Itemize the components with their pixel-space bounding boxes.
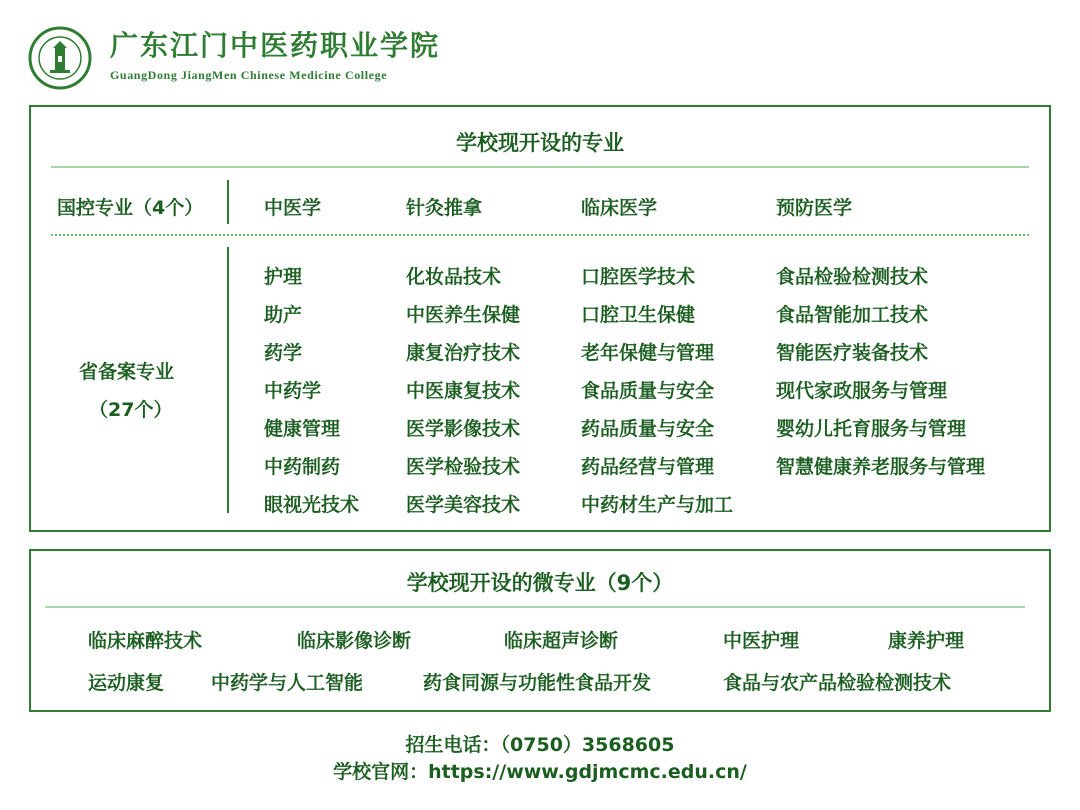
title-divider (51, 166, 1029, 168)
provincial-major: 食品质量与安全 (581, 380, 715, 402)
provincial-major: 眼视光技术 (264, 494, 360, 516)
micro-major: 临床影像诊断 (297, 630, 412, 652)
micro-title-divider (45, 606, 1025, 608)
provincial-major: 康复治疗技术 (406, 342, 521, 364)
provincial-major: 食品检验检测技术 (776, 266, 929, 288)
provincial-major: 医学美容技术 (406, 494, 521, 516)
college-seal-logo (28, 26, 92, 90)
row-divider (51, 234, 1029, 236)
provincial-major: 中医康复技术 (406, 380, 521, 402)
national-major: 针灸推拿 (406, 197, 483, 219)
national-majors-label: 国控专业（4个） (57, 197, 204, 219)
national-major: 预防医学 (776, 197, 853, 219)
school-name-english: GuangDong JiangMen Chinese Medicine College (110, 68, 388, 82)
national-divider (227, 180, 229, 224)
school-name-chinese: 广东江门中医药职业学院 (110, 29, 441, 62)
micro-major: 药食同源与功能性食品开发 (423, 672, 652, 694)
admission-phone: 招生电话：（0750）3568605 (405, 734, 675, 756)
provincial-major: 中医养生保健 (406, 304, 521, 326)
provincial-major: 智慧健康养老服务与管理 (776, 456, 986, 478)
provincial-major: 口腔医学技术 (581, 266, 696, 288)
national-major: 中医学 (264, 197, 322, 219)
provincial-major: 婴幼儿托育服务与管理 (776, 418, 967, 440)
micro-major: 中药学与人工智能 (211, 672, 364, 694)
provincial-major: 智能医疗装备技术 (776, 342, 929, 364)
provincial-major: 食品智能加工技术 (776, 304, 929, 326)
micro-major: 临床超声诊断 (504, 630, 619, 652)
majors-panel (29, 105, 1051, 532)
micro-major: 临床麻醉技术 (88, 630, 203, 652)
micro-major: 运动康复 (88, 672, 165, 694)
national-major: 临床医学 (581, 197, 658, 219)
provincial-major: 药品经营与管理 (581, 456, 715, 478)
micro-major: 中医护理 (723, 630, 800, 652)
provincial-major: 口腔卫生保健 (581, 304, 696, 326)
provincial-major: 医学检验技术 (406, 456, 521, 478)
provincial-major: 中药制药 (264, 456, 341, 478)
provincial-major: 老年保健与管理 (581, 342, 715, 364)
provincial-major: 现代家政服务与管理 (776, 380, 948, 402)
provincial-major: 中药材生产与加工 (581, 494, 734, 516)
provincial-major: 药品质量与安全 (581, 418, 715, 440)
provincial-major: 化妆品技术 (406, 266, 502, 288)
provincial-divider (227, 247, 229, 513)
majors-title: 学校现开设的专业 (456, 131, 624, 155)
provincial-major: 健康管理 (264, 418, 341, 440)
micro-major: 食品与农产品检验检测技术 (723, 672, 952, 694)
provincial-major: 医学影像技术 (406, 418, 521, 440)
provincial-majors-count: （27个） (89, 399, 173, 421)
provincial-major: 中药学 (264, 380, 322, 402)
provincial-major: 药学 (264, 342, 303, 364)
micro-majors-title: 学校现开设的微专业（9个） (406, 571, 674, 595)
micro-major: 康养护理 (888, 630, 965, 652)
micro-majors-panel (29, 549, 1051, 712)
provincial-majors-label: 省备案专业 (79, 361, 175, 383)
school-website[interactable]: 学校官网：https://www.gdjmcmc.edu.cn/ (333, 761, 747, 783)
provincial-major: 护理 (264, 266, 303, 288)
provincial-major: 助产 (264, 304, 303, 326)
